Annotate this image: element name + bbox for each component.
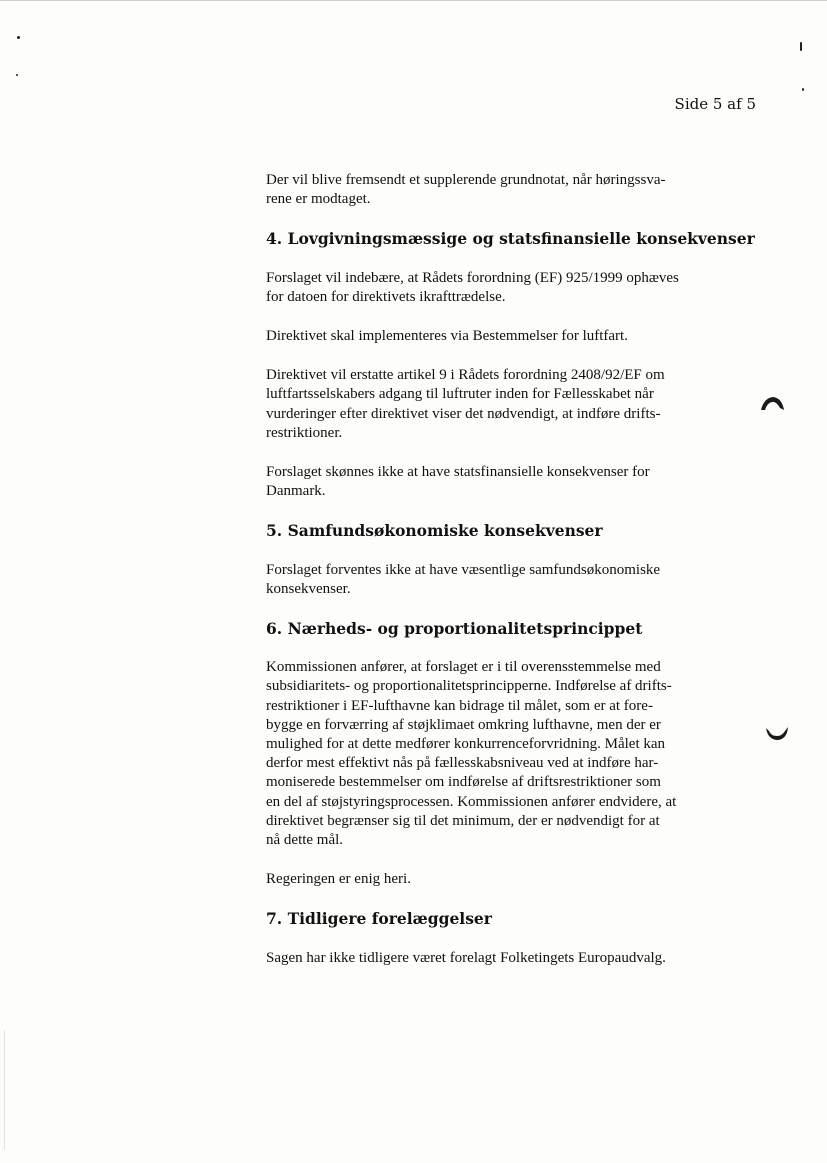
page-number: Side 5 af 5: [674, 95, 756, 113]
section-heading: 6. Nærheds- og proportionalitetsprincippet: [266, 619, 643, 639]
paragraph-spacer: [266, 889, 756, 909]
paragraph-spacer: [266, 638, 756, 658]
scan-top-edge: [0, 0, 827, 1]
paragraph-spacer: [266, 209, 756, 229]
paragraph-spacer: [266, 599, 756, 619]
scan-speck: [800, 42, 802, 51]
paragraph-spacer: [266, 307, 756, 327]
document-body: [266, 171, 756, 968]
scan-speck: [802, 88, 804, 91]
body-paragraph: Regeringen er enig heri.: [266, 871, 411, 888]
paragraph-spacer: [266, 850, 756, 870]
body-paragraph: Der vil blive fremsendt et supplerende grundnotat, når høringssva- rene er modtaget.: [266, 172, 666, 208]
paragraph-spacer: [266, 249, 756, 269]
section-heading: 5. Samfundsøkonomiske konsekvenser: [266, 521, 603, 541]
section-heading: 4. Lovgivningsmæssige og statsfinansielle konsekvenser: [266, 229, 755, 249]
body-paragraph: Kommissionen anfører, at forslaget er i til overensstemmelse med subsidiaritets- og proportionalitetsprincipperne. Indførelse af drifts- restriktioner i EF-lufthavne kan bidrage til målet, som er at fore- bygge en forværring af støjklimaet omkring lufthavne, men der er mulighed for at dette medfører konkurrenceforvridning. Målet kan derfor mest effektivt nås på fællesskabsniveau ved at indføre har- moniserede bestemmelser om indførelse af driftsrestriktioner som en del af støjstyringsprocessen. Kommissionen anfører endvidere, at direktivet begrænser sig til det minimum, der er nødvendigt for at nå dette mål.: [266, 659, 677, 849]
paragraph-spacer: [266, 501, 756, 521]
paragraph-spacer: [266, 929, 756, 949]
body-paragraph: Forslaget forventes ikke at have væsentlige samfundsøkonomiske konsekvenser.: [266, 561, 661, 597]
body-paragraph: Direktivet vil erstatte artikel 9 i Rådets forordning 2408/92/EF om luftfartsselskabers adgang til luftruter inden for Fællesskabet når vurderinger efter direktivet viser det nødvendigt, at indføre drifts- restriktioner.: [266, 367, 665, 441]
paragraph-spacer: [266, 541, 756, 561]
scan-speck: [16, 74, 18, 76]
scan-left-edge: [4, 1030, 5, 1150]
body-paragraph: Forslaget skønnes ikke at have statsfinansielle konsekvenser for Danmark.: [266, 464, 650, 500]
scan-speck: [17, 36, 20, 39]
paragraph-spacer: [266, 443, 756, 463]
body-paragraph: Direktivet skal implementeres via Bestemmelser for luftfart.: [266, 328, 628, 345]
punch-hole-mark-upper: [758, 392, 788, 420]
paragraph-spacer: [266, 346, 756, 366]
body-paragraph: Forslaget vil indebære, at Rådets forordning (EF) 925/1999 ophæves for datoen for direktivets ikrafttrædelse.: [266, 269, 679, 305]
section-heading: 7. Tidligere forelæggelser: [266, 909, 492, 929]
body-paragraph: Sagen har ikke tidligere været forelagt Folketingets Europaudvalg.: [266, 949, 666, 966]
punch-hole-mark-lower: [762, 712, 792, 746]
